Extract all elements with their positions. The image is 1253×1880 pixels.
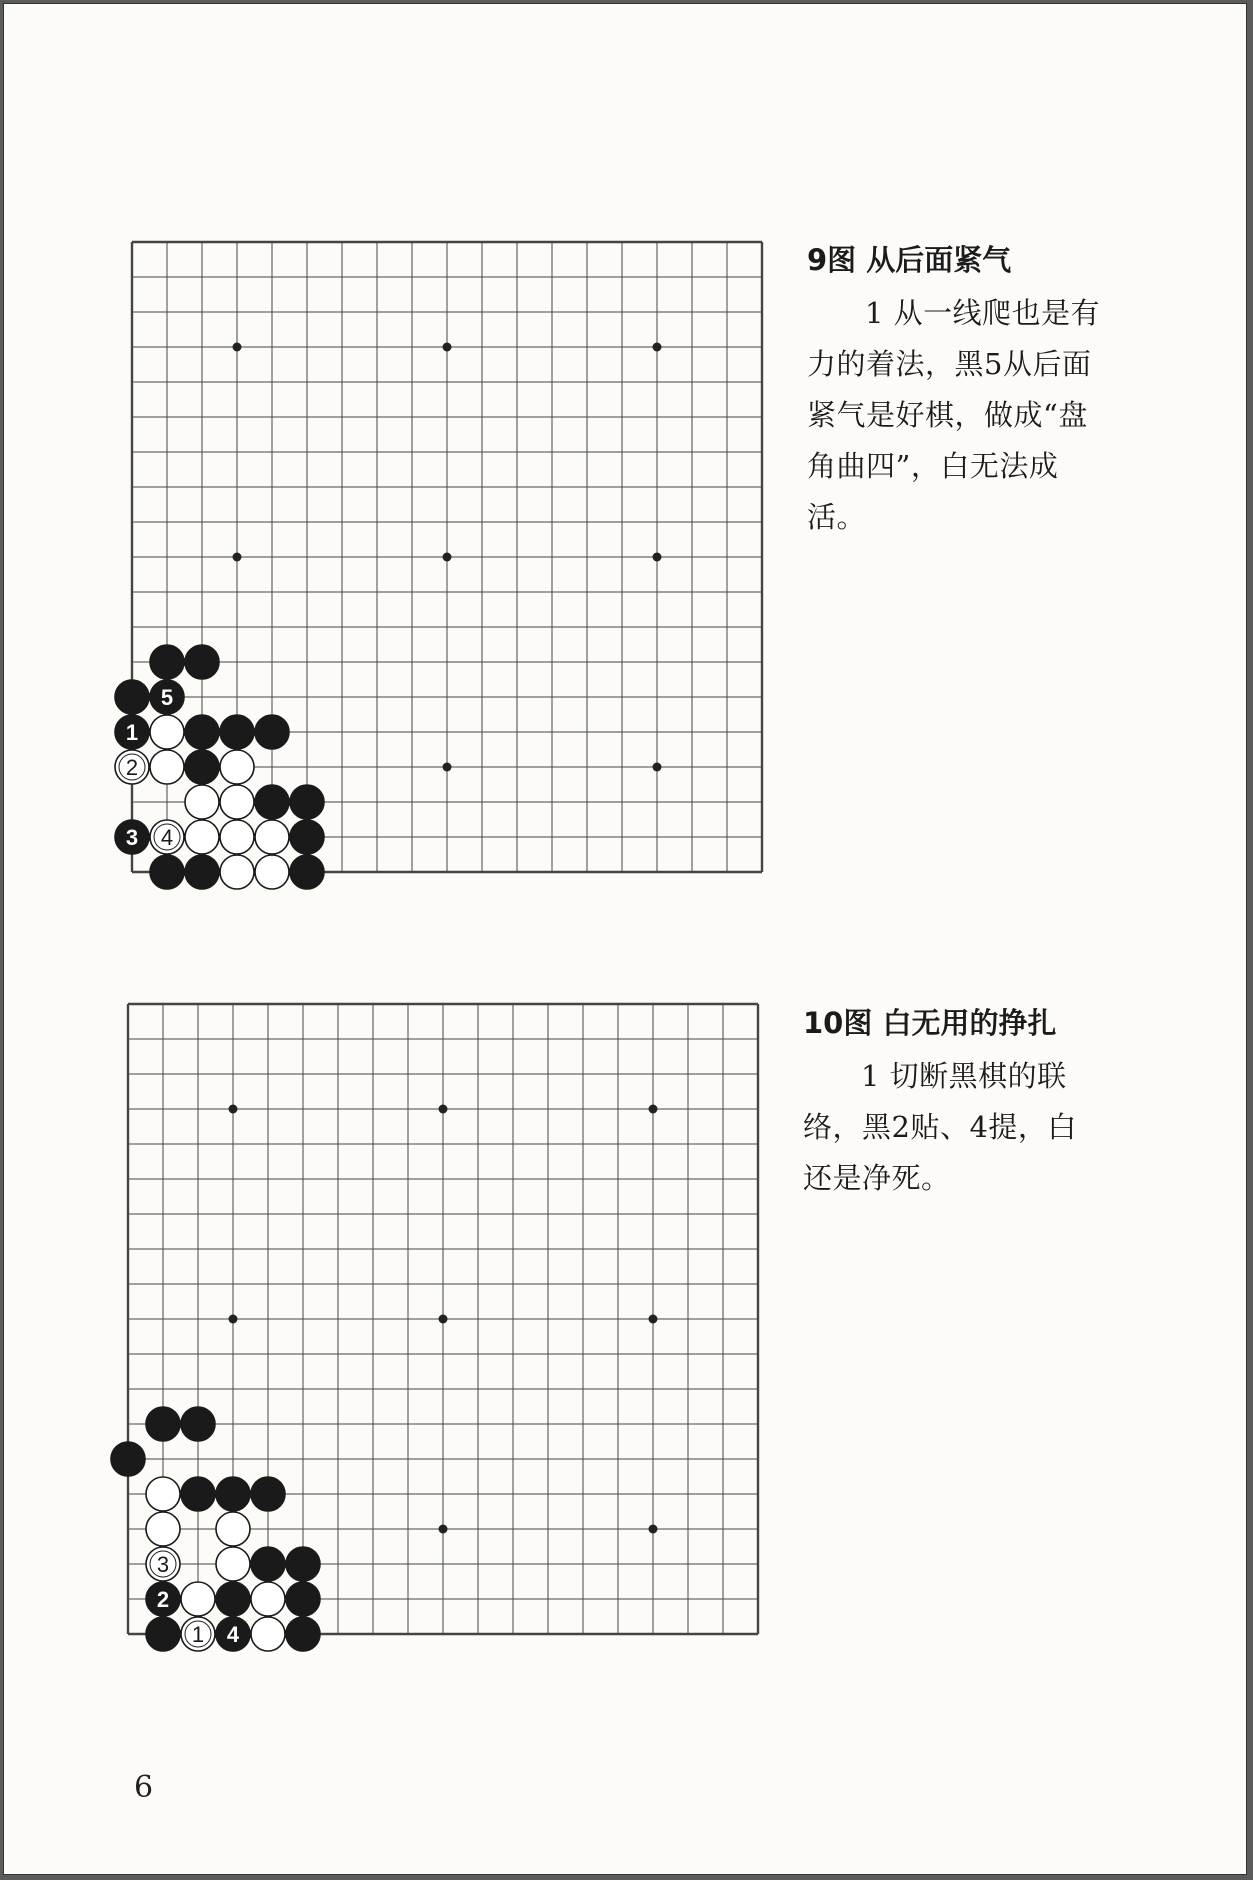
black-stone [185,645,219,679]
star-point [229,1105,238,1114]
white-stone [181,1582,215,1616]
black-stone [251,1477,285,1511]
book-page [3,3,1247,1875]
black-stone [150,645,184,679]
move-number: 3 [125,825,139,850]
move-number: 4 [160,825,174,850]
white-stone [150,715,184,749]
star-point [439,1315,448,1324]
black-stone [255,785,289,819]
star-point [653,553,662,562]
black-stone [290,785,324,819]
white-stone [251,1582,285,1616]
star-point [443,763,452,772]
star-point [229,1315,238,1324]
white-stone [216,1547,250,1581]
white-stone [251,1617,285,1651]
diagram-10-text: 1 切断黑棋的联络，黑2贴、4提，白还是净死。 [803,1059,1077,1195]
diagram-9-caption [807,240,1102,543]
black-stone [111,1442,145,1476]
move-number: 4 [226,1622,240,1647]
go-board-svg [106,242,766,902]
black-stone [181,1477,215,1511]
go-board-diagram-10 [102,1004,762,1664]
black-stone [185,715,219,749]
white-stone [185,785,219,819]
move-number: 3 [156,1552,170,1577]
star-point [443,553,452,562]
diagram-9-title: 9图 从后面紧气 [807,243,1012,277]
move-number: 2 [125,755,139,780]
black-stone [216,1617,250,1651]
white-stone [150,820,184,854]
white-stone [255,820,289,854]
star-point [233,343,242,352]
black-stone [290,820,324,854]
black-stone [150,855,184,889]
black-stone [146,1582,180,1616]
star-point [443,343,452,352]
star-point [233,553,242,562]
move-number: 1 [191,1622,205,1647]
white-stone [146,1512,180,1546]
star-point [653,343,662,352]
white-stone [220,855,254,889]
black-stone [286,1547,320,1581]
star-point [439,1525,448,1534]
white-stone [220,750,254,784]
move-number: 2 [156,1587,170,1612]
black-stone [115,820,149,854]
black-stone [115,680,149,714]
white-stone [150,750,184,784]
move-number: 1 [125,720,139,745]
white-stone [115,750,149,784]
black-stone [115,715,149,749]
star-point [649,1525,658,1534]
star-point [649,1315,658,1324]
black-stone [216,1477,250,1511]
diagram-10-caption [803,1003,1098,1204]
black-stone [286,1617,320,1651]
white-stone [255,855,289,889]
black-stone [185,750,219,784]
black-stone [185,855,219,889]
diagram-9-text: 1 从一线爬也是有力的着法，黑5从后面紧气是好棋，做成“盘角曲四”，白无法成活。 [807,296,1101,534]
white-stone [185,820,219,854]
go-board-svg [102,1004,762,1664]
black-stone [286,1582,320,1616]
diagram-10-title: 10图 白无用的挣扎 [803,1006,1057,1040]
black-stone [251,1547,285,1581]
black-stone [220,715,254,749]
black-stone [255,715,289,749]
go-board-diagram-9 [106,242,766,902]
black-stone [290,855,324,889]
black-stone [181,1407,215,1441]
star-point [653,763,662,772]
white-stone [216,1512,250,1546]
move-number: 5 [160,685,174,710]
black-stone [216,1582,250,1616]
white-stone [146,1477,180,1511]
black-stone [150,680,184,714]
star-point [649,1105,658,1114]
white-stone [220,820,254,854]
star-point [439,1105,448,1114]
white-stone [220,785,254,819]
black-stone [146,1617,180,1651]
white-stone [146,1547,180,1581]
white-stone [181,1617,215,1651]
page-number: 6 [134,1770,154,1805]
black-stone [146,1407,180,1441]
